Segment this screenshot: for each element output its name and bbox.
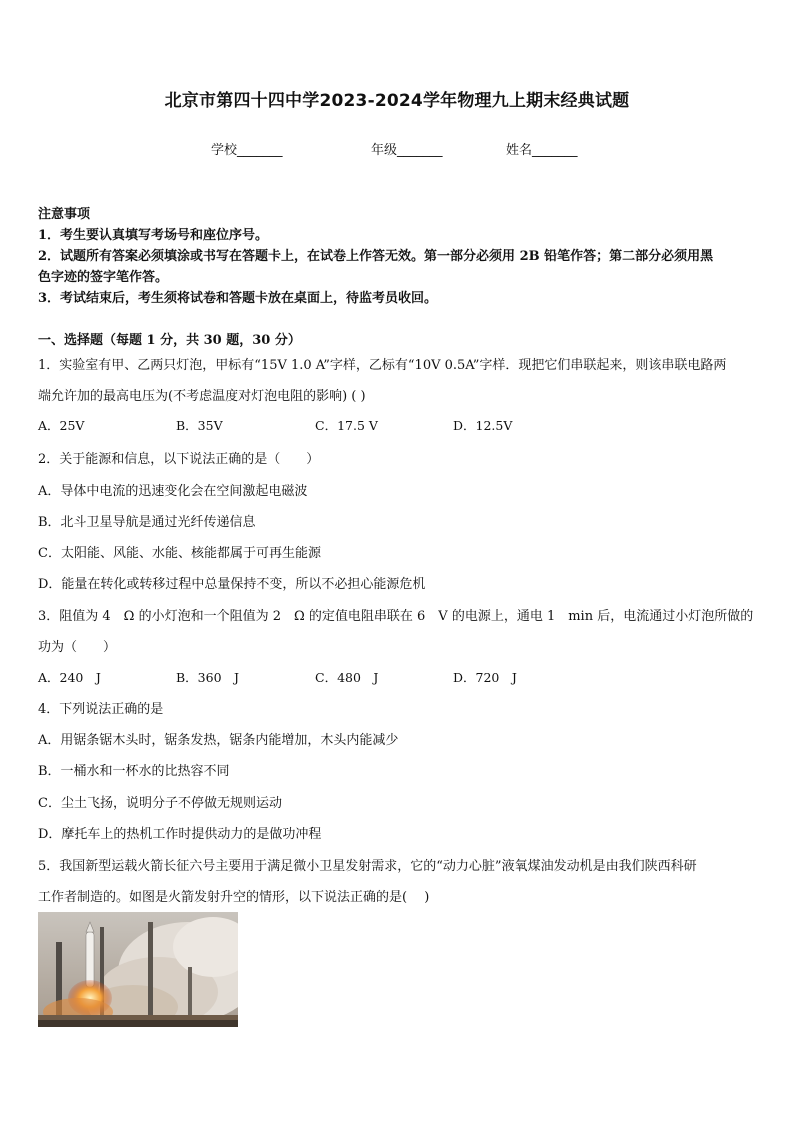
- page-title: 北京市第四十四中学2023-2024学年物理九上期末经典试题: [164, 91, 630, 111]
- q1-stem-line1: 1．实验室有甲、乙两只灯泡，甲标有“15V 1.0 A”字样，乙标有“10V 0.5A”字样．现把它们串联起来，则该串联电路两: [38, 358, 727, 373]
- q2-option-b: B．北斗卫星导航是通过光纤传递信息: [38, 515, 256, 530]
- q3-stem-line2: 功为（ ）: [38, 640, 117, 655]
- q3-option-a: A．240 J: [38, 670, 101, 685]
- q1-option-b: B．35V: [176, 418, 223, 433]
- notice-item-2-cont: 色字迹的签字笔作答。: [38, 270, 169, 285]
- q5-stem-line1: 5．我国新型运载火箭长征六号主要用于满足微小卫星发射需求，它的“动力心脏”液氧煤油发动机是由我们陕西科研: [38, 859, 697, 874]
- notice-item-3: 3．考试结束后，考生须将试卷和答题卡放在桌面上，待监考员收回。: [38, 291, 438, 306]
- q1-option-a: A．25V: [38, 418, 85, 433]
- q4-option-d: D．摩托车上的热机工作时提供动力的是做功冲程: [38, 827, 322, 842]
- q2-option-c: C．太阳能、风能、水能、核能都属于可再生能源: [38, 546, 321, 561]
- rocket-launch-photo: [38, 912, 238, 1027]
- q3-option-d: D．720 J: [453, 670, 517, 685]
- q3-option-c: C．480 J: [315, 670, 379, 685]
- notice-heading: 注意事项: [38, 207, 91, 222]
- grade-field: 年级_______: [371, 143, 443, 158]
- q1-option-c: C．17.5 V: [315, 418, 378, 433]
- school-field: 学校_______: [211, 143, 283, 158]
- q4-option-b: B．一桶水和一杯水的比热容不同: [38, 764, 230, 779]
- q3-option-b: B．360 J: [176, 670, 240, 685]
- q4-stem: 4．下列说法正确的是: [38, 702, 164, 717]
- name-field: 姓名_______: [506, 143, 578, 158]
- q1-option-d: D．12.5V: [453, 418, 513, 433]
- q2-stem: 2．关于能源和信息，以下说法正确的是（ ）: [38, 452, 320, 467]
- q4-option-a: A．用锯条锯木头时，锯条发热，锯条内能增加，木头内能减少: [38, 733, 399, 748]
- notice-item-1: 1．考生要认真填写考场号和座位序号。: [38, 228, 269, 243]
- notice-item-2: 2．试题所有答案必须填涂或书写在答题卡上，在试卷上作答无效。第一部分必须用 2B 铅笔作答；第二部分必须用黑: [38, 249, 714, 264]
- q5-stem-line2: 工作者制造的。如图是火箭发射升空的情形，以下说法正确的是( ): [38, 890, 430, 905]
- q3-stem-line1: 3．阻值为 4 Ω 的小灯泡和一个阻值为 2 Ω 的定值电阻串联在 6 V 的电源上，通电 1 min 后，电流通过小灯泡所做的: [38, 609, 754, 624]
- section-heading: 一、选择题（每题 1 分，共 30 题，30 分）: [38, 333, 301, 348]
- q4-option-c: C．尘土飞扬，说明分子不停做无规则运动: [38, 796, 282, 811]
- q2-option-d: D．能量在转化或转移过程中总量保持不变，所以不必担心能源危机: [38, 577, 426, 592]
- q2-option-a: A．导体中电流的迅速变化会在空间激起电磁波: [38, 484, 308, 499]
- q1-stem-line2: 端允许加的最高电压为(不考虑温度对灯泡电阻的影响) ( ): [38, 389, 366, 404]
